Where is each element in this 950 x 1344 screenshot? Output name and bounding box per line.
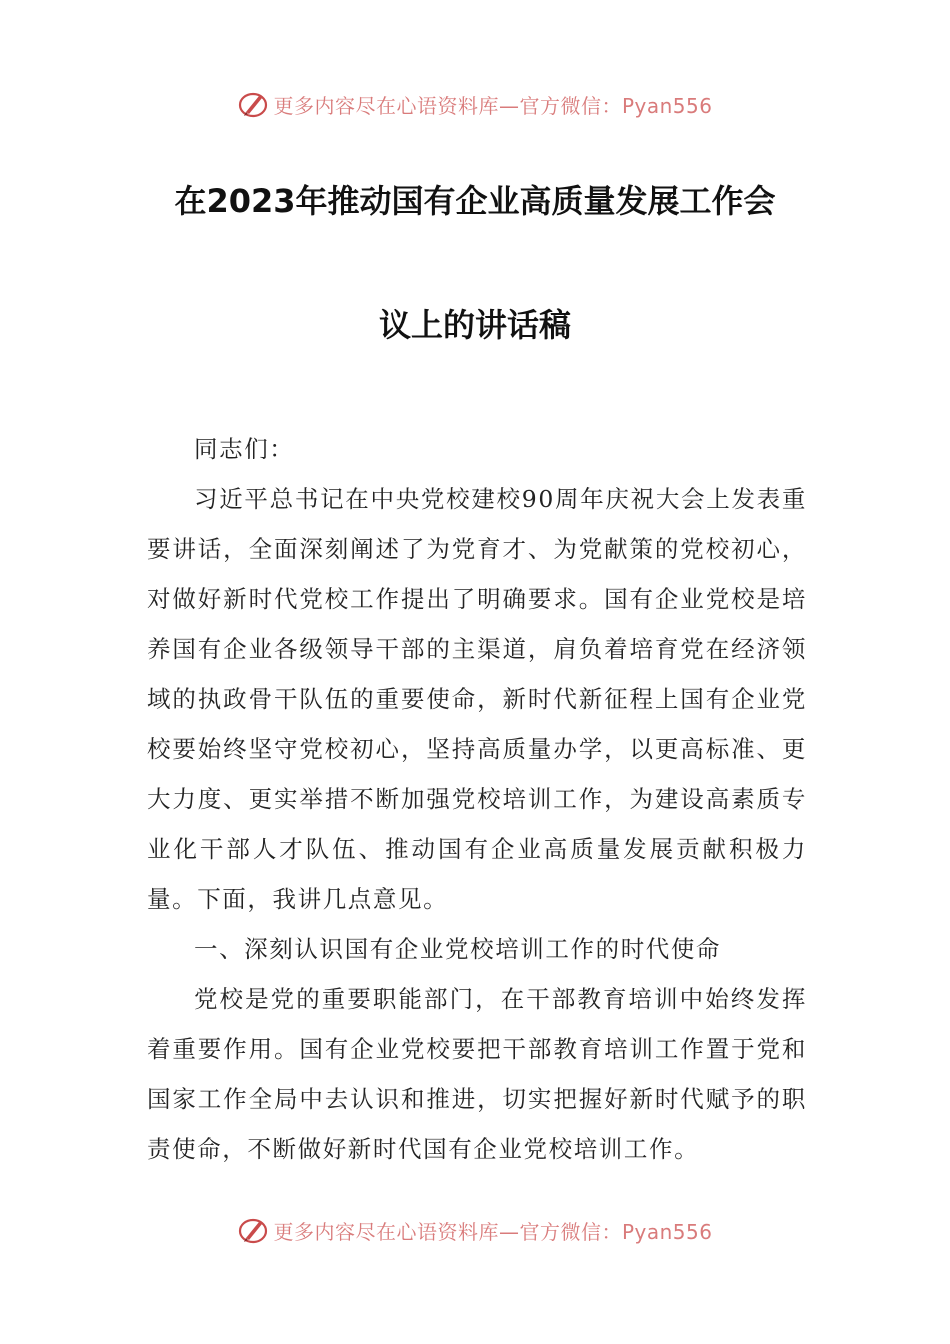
section-heading: 一、深刻认识国有企业党校培训工作的时代使命 <box>194 935 722 963</box>
salutation-paragraph: 同志们： <box>194 435 295 463</box>
document-title-line1: 在2023年推动国有企业高质量发展工作会 <box>174 182 776 220</box>
pen-ring-logo-icon <box>237 1214 269 1246</box>
watermark-banner-bottom <box>0 1210 950 1250</box>
watermark-text: 更多内容尽在心语资料库—官方微信：Pyan556 <box>273 93 713 118</box>
document-title-line2: 议上的讲话稿 <box>378 306 571 344</box>
body-paragraph: 习近平总书记在中央党校建校90周年庆祝大会上发表重要讲话，全面深刻阐述了为党育才、为党献策的党校初心，对做好新时代党校工作提出了明确要求。国有企业党校是培养国有企业各级领导干部的主渠道，肩负着培育党在经济领域的执政骨干队伍的重要使命，新时代新征程上国有企业党校要始终坚守党校初心，坚持高质量办学，以更高标准、更大力度、更实举措不断加强党校培训工作，为建设高素质专业化干部人才队伍、推动国有企业高质量发展贡献积极力量。下面，我讲几点意见。 <box>147 485 807 913</box>
pen-ring-logo-icon <box>237 88 269 120</box>
body-paragraph: 党校是党的重要职能部门，在干部教育培训中始终发挥着重要作用。国有企业党校要把干部教育培训工作置于党和国家工作全局中去认识和推进，切实把握好新时代赋予的职责使命，不断做好新时代国有企业党校培训工作。 <box>147 985 807 1163</box>
watermark-text: 更多内容尽在心语资料库—官方微信：Pyan556 <box>273 1219 713 1244</box>
watermark-banner-top <box>0 84 950 124</box>
document-body <box>147 424 807 1174</box>
